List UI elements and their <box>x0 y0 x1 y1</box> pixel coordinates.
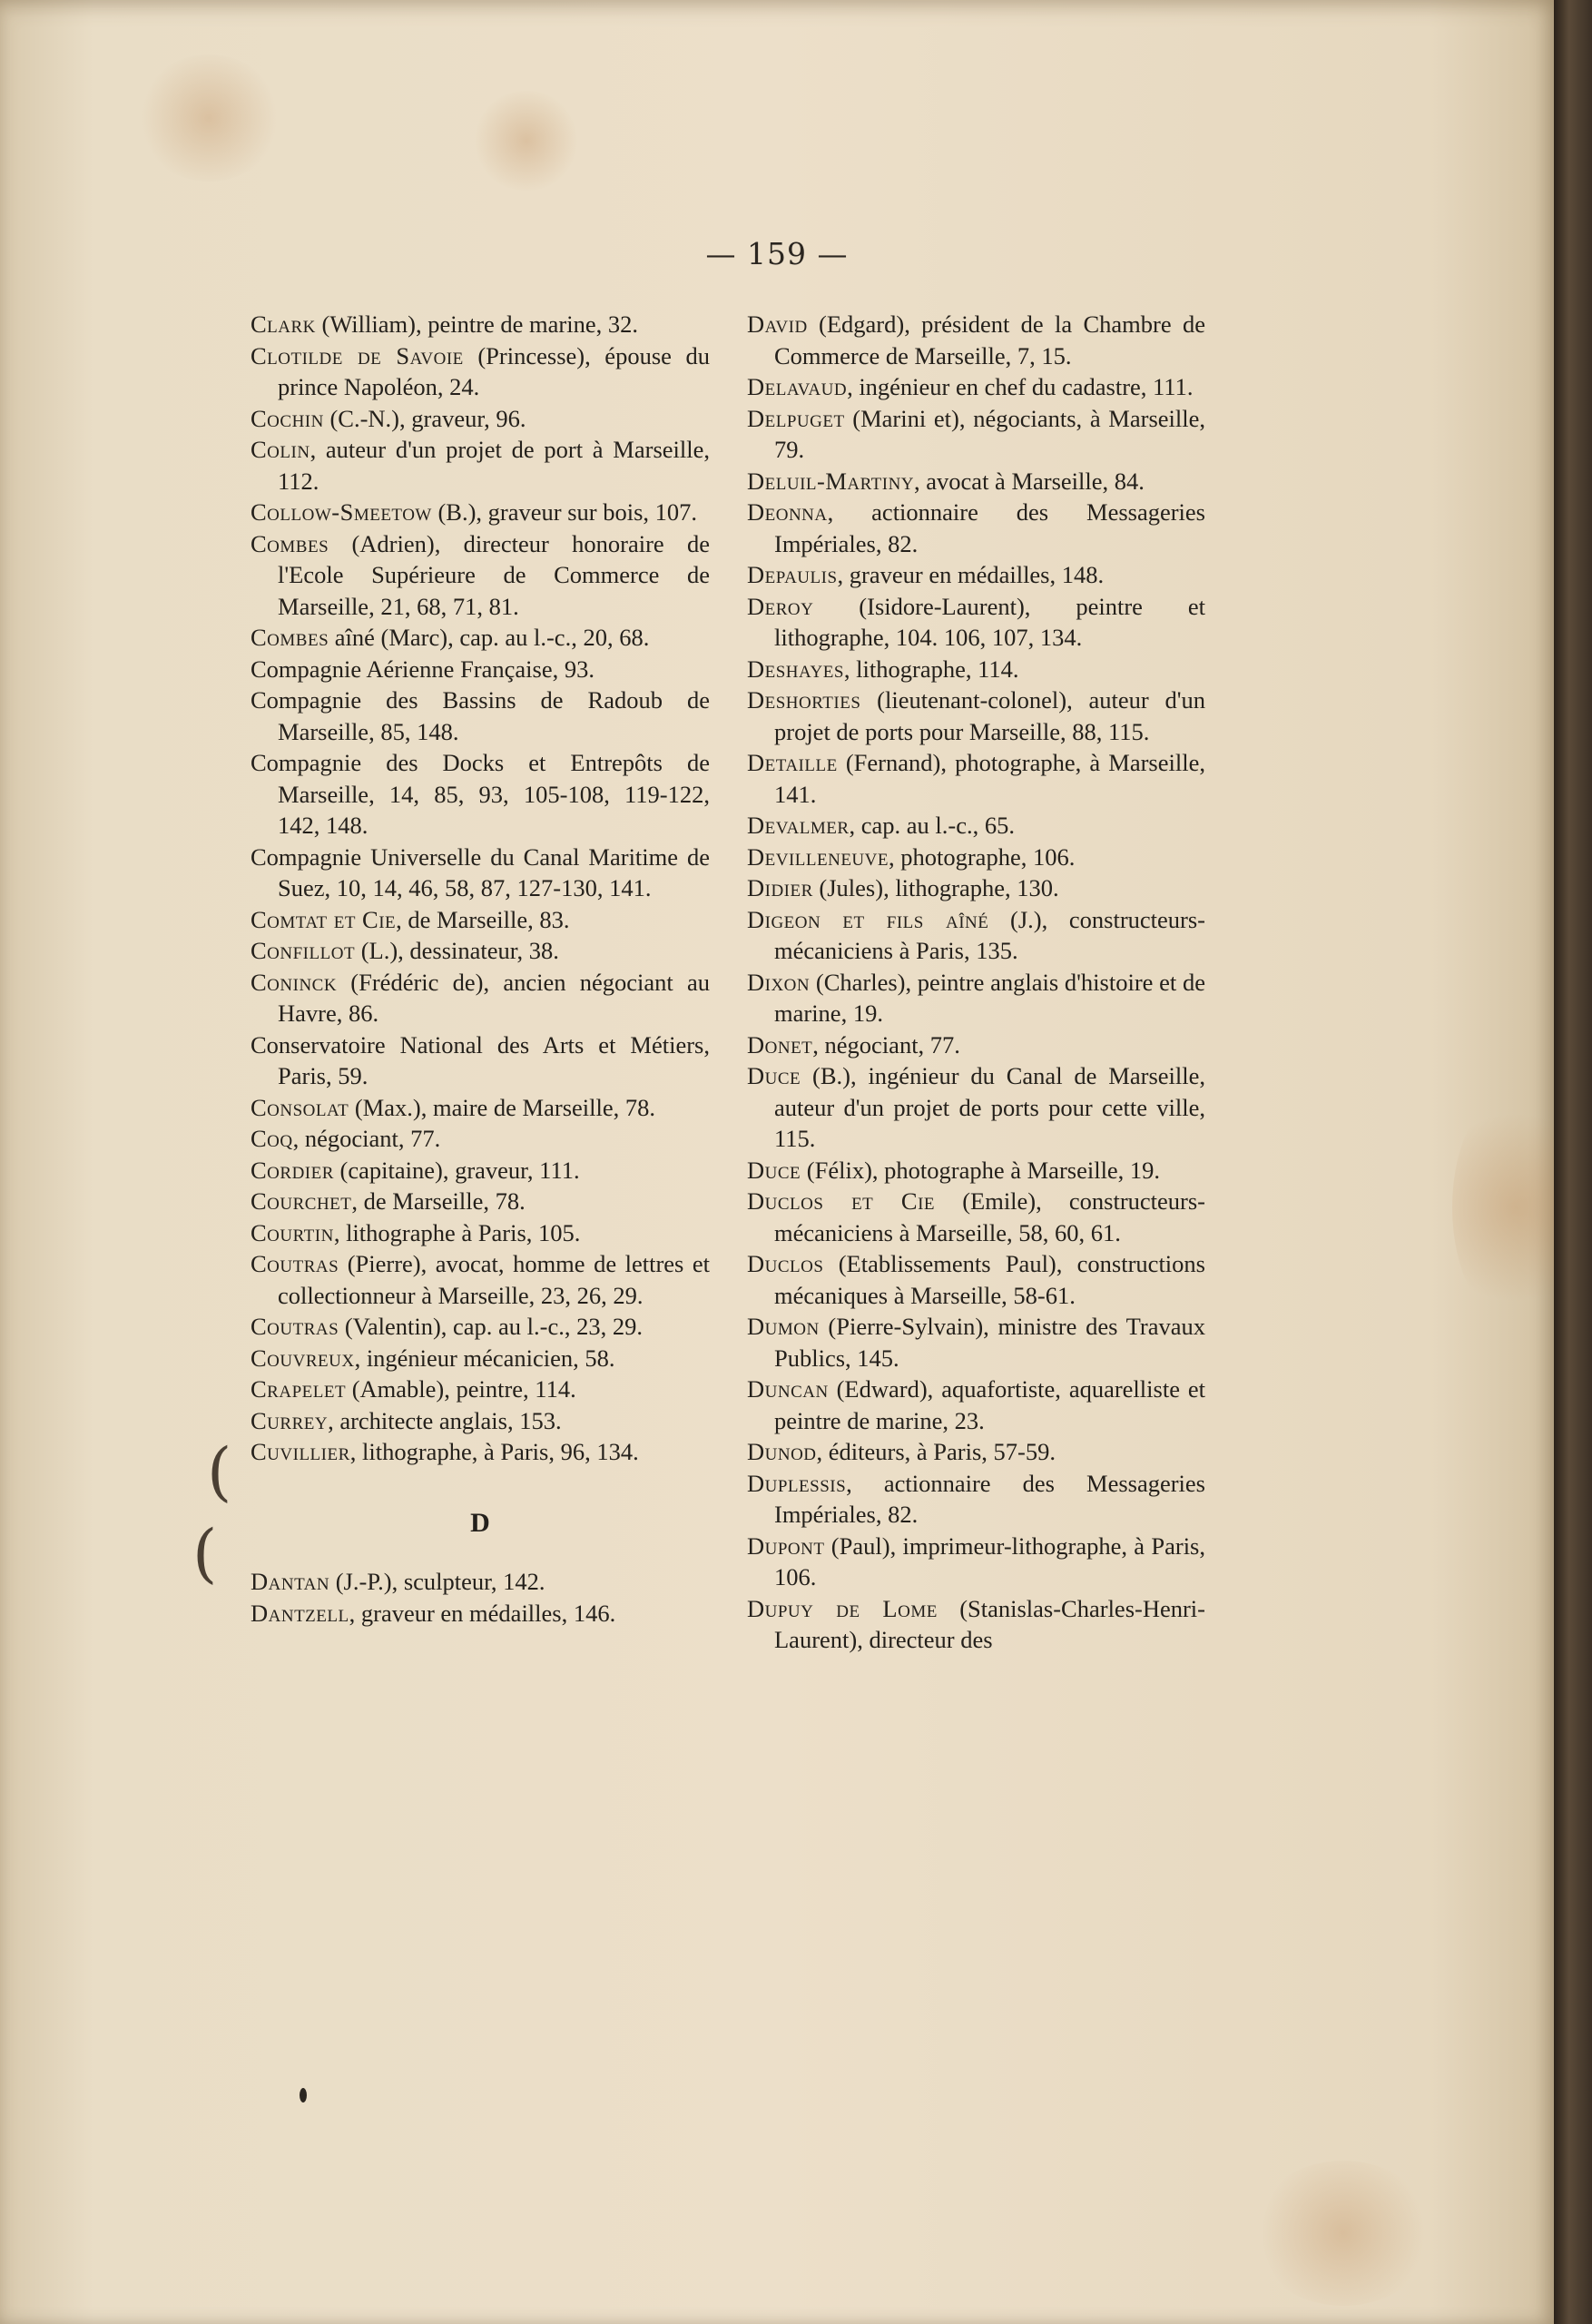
index-entry <box>747 1468 1205 1531</box>
index-entry <box>747 842 1205 873</box>
entry-text: (lieutenant-colonel), auteur d'un projet de ports pour Marseille, 88, 115. <box>774 686 1205 745</box>
index-entry <box>251 403 710 435</box>
index-entry <box>251 497 710 528</box>
index-entry <box>747 1531 1205 1593</box>
entry-name: Didier <box>747 874 813 901</box>
paper-stain <box>136 54 281 182</box>
entry-text: aîné (Marc), cap. au l.-c., 20, 68. <box>329 624 650 651</box>
index-entry <box>747 1374 1205 1436</box>
margin-bracket: ( <box>192 1516 218 1590</box>
index-entry <box>251 967 710 1029</box>
index-entry <box>251 1311 710 1343</box>
index-entry <box>251 654 710 685</box>
index-entry <box>747 654 1205 685</box>
entry-name: Consolat <box>251 1093 349 1121</box>
entry-name: Coninck <box>251 968 338 996</box>
entry-name: Confillot <box>251 937 356 964</box>
entry-name: Devalmer <box>747 812 850 839</box>
entry-text: (capitaine), graveur, 111. <box>333 1156 580 1184</box>
entry-name: Collow-Smeetow <box>251 498 432 526</box>
index-entry <box>251 1186 710 1217</box>
index-entry <box>747 1155 1205 1187</box>
entry-name: Digeon et fils aîné <box>747 905 989 933</box>
page-number: — 159 — <box>705 236 849 271</box>
entry-name: Deluil-Martiny <box>747 467 915 495</box>
entry-text: , cap. au l.-c., 65. <box>849 812 1016 839</box>
entry-name: Clotilde de Savoie <box>251 341 464 369</box>
index-entry <box>747 1436 1205 1468</box>
index-entry <box>251 309 710 340</box>
index-entry <box>251 1123 710 1155</box>
entry-text: , lithographe à Paris, 105. <box>333 1218 581 1246</box>
index-entry <box>747 872 1205 904</box>
entry-name: Cordier <box>251 1156 334 1184</box>
entry-text: (Edgard), président de la Chambre de Commerce de Marseille, 7, 15. <box>774 310 1205 369</box>
entry-text: (Marini et), négociants, à Marseille, 79. <box>774 404 1205 463</box>
index-entry <box>251 1374 710 1405</box>
entry-name: Combes <box>251 529 329 557</box>
entry-text: , lithographe, 114. <box>843 655 1019 683</box>
entry-name: Dixon <box>747 968 811 996</box>
entry-text: , ingénieur en chef du cadastre, 111. <box>847 373 1194 400</box>
entry-name: Courtin <box>251 1218 334 1246</box>
entry-name: Cochin <box>251 404 324 432</box>
entry-name: Detaille <box>747 749 838 776</box>
index-entry <box>251 842 710 904</box>
index-entry <box>251 528 710 623</box>
index-entry <box>251 1405 710 1437</box>
entry-text: (J.), constructeurs-mécaniciens à Paris, 135. <box>774 905 1205 964</box>
entry-text: , auteur d'un projet de port à Marseille, 112. <box>278 436 710 495</box>
index-entry <box>251 434 710 497</box>
index-entry <box>747 684 1205 747</box>
entry-name: Cuvillier <box>251 1438 350 1465</box>
index-entry <box>747 967 1205 1029</box>
paper-stain <box>472 91 581 191</box>
entry-text: (Amable), peintre, 114. <box>346 1375 576 1403</box>
index-entry <box>251 1566 710 1598</box>
entry-name: Duce <box>747 1062 801 1089</box>
entry-name: Coq <box>251 1125 293 1152</box>
entry-text: (Isidore-Laurent), peintre et lithographe, 104. 106, 107, 134. <box>774 592 1205 651</box>
ink-dot <box>300 2088 307 2102</box>
entry-text: (L.), dessinateur, 38. <box>355 937 559 964</box>
index-entry <box>747 497 1205 559</box>
index-entry <box>747 810 1205 842</box>
index-entry <box>747 403 1205 466</box>
entry-text: , actionnaire des Messageries Impériales, 82. <box>774 1469 1205 1528</box>
entry-text: (Pierre), avocat, homme de lettres et collectionneur à Marseille, 23, 26, 29. <box>278 1250 710 1309</box>
index-entry <box>747 1311 1205 1374</box>
entry-text: (B.), graveur sur bois, 107. <box>431 498 698 526</box>
entry-text: Compagnie Aérienne Française, 93. <box>251 655 595 683</box>
entry-text: (Paul), imprimeur-lithographe, à Paris, 106. <box>774 1531 1205 1590</box>
entry-name: Depaulis <box>747 561 838 588</box>
entry-text: (Pierre-Sylvain), ministre des Travaux Publics, 145. <box>774 1313 1205 1372</box>
entry-name: Coutras <box>251 1313 339 1340</box>
index-entry <box>251 1436 710 1468</box>
index-entry <box>747 1186 1205 1248</box>
index-entry <box>747 371 1205 403</box>
index-column-left <box>251 309 710 1629</box>
entry-text: , lithographe, à Paris, 96, 134. <box>349 1438 639 1465</box>
entry-text: , de Marseille, 83. <box>396 905 570 933</box>
entry-text: (Frédéric de), ancien négociant au Havre, 86. <box>278 968 710 1027</box>
margin-bracket: ( <box>207 1434 232 1509</box>
index-entry <box>747 1593 1205 1656</box>
entry-text: , négociant, 77. <box>292 1125 441 1152</box>
entry-name: Donet <box>747 1030 813 1059</box>
index-entry <box>747 466 1205 497</box>
index-entry <box>251 904 710 936</box>
entry-name: Dumon <box>747 1313 820 1340</box>
index-entry <box>747 591 1205 654</box>
entry-name: Duncan <box>747 1375 829 1403</box>
entry-text: , actionnaire des Messageries Impériales, 82. <box>774 498 1205 557</box>
entry-text: (Jules), lithographe, 130. <box>812 874 1059 901</box>
entry-text: (Valentin), cap. au l.-c., 23, 29. <box>339 1313 644 1340</box>
entry-text: (Charles), peintre anglais d'histoire et de marine, 19. <box>774 968 1205 1027</box>
entry-name: Deshayes <box>747 655 844 683</box>
entry-text: (Edward), aquafortiste, aquarelliste et peintre de marine, 23. <box>774 1375 1205 1434</box>
entry-text: (Emile), constructeurs-mécaniciens à Marseille, 58, 60, 61. <box>774 1187 1206 1246</box>
entry-name: Deonna <box>747 498 828 526</box>
entry-name: Dantan <box>251 1568 330 1595</box>
entry-name: Devilleneuve <box>747 842 889 871</box>
page-edge <box>1554 0 1592 2324</box>
entry-name: Delavaud <box>747 373 848 400</box>
entry-name: Combes <box>251 624 329 651</box>
entry-text: (Fernand), photographe, à Marseille, 141. <box>774 749 1205 808</box>
index-entry <box>251 1248 710 1311</box>
entry-text: (William), peintre de marine, 32. <box>315 310 638 338</box>
entry-text: (Félix), photographe à Marseille, 19. <box>801 1156 1161 1184</box>
entry-name: Clark <box>251 310 316 338</box>
entry-name: Delpuget <box>747 404 845 432</box>
entry-name: Couvreux <box>251 1344 355 1372</box>
entry-name: David <box>747 310 808 338</box>
entry-name: Deshorties <box>747 686 861 714</box>
entry-text: (C.-N.), graveur, 96. <box>323 404 526 432</box>
section-letter: D <box>470 1507 490 1538</box>
index-entry <box>251 340 710 403</box>
entry-name: Duclos <box>747 1250 824 1277</box>
index-entry <box>251 935 710 967</box>
entry-text: , ingénieur mécanicien, 58. <box>354 1344 615 1372</box>
entry-text: (Max.), maire de Marseille, 78. <box>349 1093 655 1121</box>
index-entry <box>251 747 710 842</box>
entry-text: Conservatoire National des Arts et Métiers, Paris, 59. <box>251 1030 710 1089</box>
index-entry <box>251 684 710 747</box>
entry-text: , photographe, 106. <box>889 842 1076 871</box>
entry-name: Duplessis <box>747 1469 847 1497</box>
entry-name: Courchet <box>251 1187 352 1215</box>
index-entry <box>251 1343 710 1374</box>
entry-name: Coutras <box>251 1250 339 1277</box>
entry-name: Currey <box>251 1406 329 1434</box>
entry-text: , graveur en médailles, 148. <box>837 561 1105 588</box>
entry-name: Colin <box>251 436 310 463</box>
entry-name: Duclos et Cie <box>747 1187 936 1215</box>
entry-text: , éditeurs, à Paris, 57-59. <box>816 1438 1056 1465</box>
entry-name: Crapelet <box>251 1375 347 1403</box>
entry-text: (B.), ingénieur du Canal de Marseille, auteur d'un projet de ports pour cette ville, 115. <box>774 1062 1205 1152</box>
entry-text: Compagnie des Docks et Entrepôts de Marseille, 14, 85, 93, 105-108, 119-122, 142, 148. <box>251 749 710 839</box>
index-entry <box>747 559 1205 591</box>
index-entry <box>251 1029 710 1092</box>
entry-text: Compagnie des Bassins de Radoub de Marseille, 85, 148. <box>251 686 710 745</box>
entry-text: (Princesse), épouse du prince Napoléon, 24. <box>278 341 710 400</box>
entry-text: (Etablissements Paul), constructions mécaniques à Marseille, 58-61. <box>774 1250 1205 1309</box>
index-entry <box>251 1217 710 1249</box>
index-column-right <box>747 309 1205 1656</box>
index-entry <box>251 1155 710 1187</box>
entry-name: Dupuy de Lome <box>747 1594 938 1622</box>
entry-name: Deroy <box>747 592 814 620</box>
entry-name: Comtat et Cie <box>251 905 397 933</box>
entry-name: Dantzell <box>251 1599 349 1627</box>
entry-text: , de Marseille, 78. <box>351 1187 526 1215</box>
index-entry <box>747 1060 1205 1155</box>
entry-name: Dupont <box>747 1531 825 1560</box>
index-entry <box>251 1092 710 1124</box>
paper-stain <box>1253 2161 1434 2306</box>
index-entry <box>747 747 1205 810</box>
index-entry <box>747 1029 1205 1061</box>
index-entry <box>251 1598 710 1630</box>
index-entry <box>251 622 710 654</box>
entry-text: , avocat à Marseille, 84. <box>914 467 1145 495</box>
entry-text: , négociant, 77. <box>812 1030 960 1059</box>
entry-name: Duce <box>747 1156 801 1184</box>
entry-text: , graveur en médailles, 146. <box>349 1599 616 1627</box>
entry-text: Compagnie Universelle du Canal Maritime de Suez, 10, 14, 46, 58, 87, 127-130, 141. <box>251 842 710 901</box>
entry-text: (Stanislas-Charles-Henri-Laurent), directeur des <box>774 1594 1205 1653</box>
entry-text: (J.-P.), sculpteur, 142. <box>329 1568 545 1595</box>
entry-text: (Adrien), directeur honoraire de l'Ecole Supérieure de Commerce de Marseille, 21, 68, 71, 81. <box>278 529 710 620</box>
index-entry <box>747 309 1205 371</box>
index-entry <box>747 1248 1205 1311</box>
entry-text: , architecte anglais, 153. <box>328 1406 562 1434</box>
entry-name: Dunod <box>747 1438 817 1465</box>
index-entry <box>747 904 1205 967</box>
